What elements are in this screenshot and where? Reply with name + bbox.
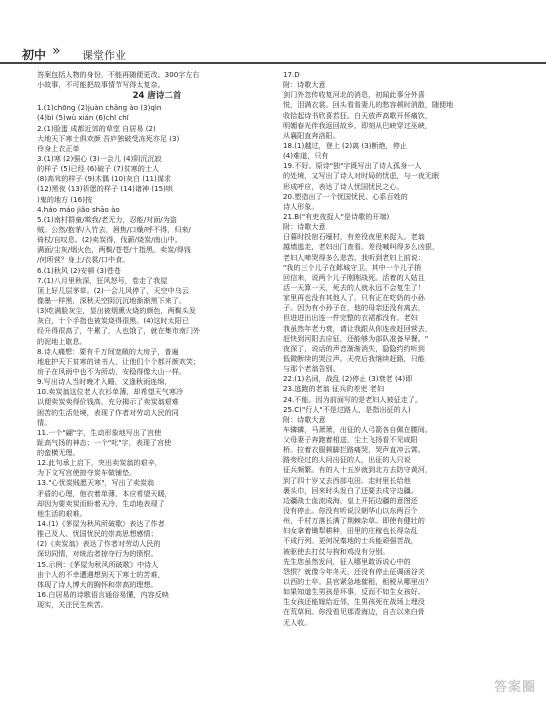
answer-line: 无人收。 [283,617,312,627]
answer-line: 8.诗人痛想：要有千万间宽敞的大房子，普遍 [37,346,179,356]
answer-line: 附：诗歌大意 [283,414,326,424]
left-column [37,70,277,610]
answer-line: 伶身上衣正单 [37,143,80,153]
answer-line: 13."心忧炭贱愿天寒"，写出了卖炭翁 [37,478,155,488]
answer-line: 如果知道生男孩是坏事，反而不如生女孩好。 [283,587,425,597]
answer-line: 的样子 (5)已经 (6)破子 (7)贫寒的士人 [37,164,160,174]
answer-line: 越墙逃走，老妇出门查看。差役喊叫得多么凶狠， [283,242,440,252]
answer-line: 裹头巾，回来时头发白了还要去戍守边疆。 [283,485,418,495]
answer-line: 与那个老翁告别。 [283,364,340,374]
answer-line: 满面/尘灰/烟火色，两鬓/苍苍/十指黑。卖炭/得钱 [37,245,191,255]
answer-line: 贼。公然/抱茅/入竹去，唇焦/口燥/呼不得，归来/ [37,224,191,234]
right-column [283,70,523,628]
answer-line: 情。 [37,417,52,427]
answer-line: 趾高气扬的神态；一个"叱"字，表现了宫使 [37,437,172,447]
answer-line: (3)吃满脸灰尘，显出被烟熏火烧的颜色，两鬓头发 [37,306,197,316]
answer-line: 困苦的生活处境，表现了作者对劳动人民的同 [37,407,179,417]
answer-line: 车辚辚，马萧萧，出征的人弓箭各自佩在腰间。 [283,424,432,434]
intro-line: 小故事，不可能把故事情节写得太复杂。 [37,80,165,90]
answer-line: (12)黑夜 (13)祈愿的样子 (14)诸神 (15)哄 [37,184,173,194]
answer-line: 以便卖炭卖得价钱高，充分揭示了卖炭翁艰难 [37,397,179,407]
answer-line: 边疆战士血流成海，皇上开拓边疆的意图还 [283,495,418,505]
answer-line: 到了四十岁又去西部屯田。走时里长给他 [283,475,411,485]
answer-line: 赶快到河阳去应征，还能够为部队准备早餐。" [283,333,429,343]
answer-line: 收拾起诗书欣喜若狂。白天放声高歌开怀痛饮， [283,110,432,120]
answer-line: 大地天下寒士俱欢颜 吾庐独破受冻死亦足 (3) [37,133,180,143]
answer-line: (4)bì (5)wù xián (6)chī chī [37,113,129,123]
answer-line: 州，千村万落长满了荆棘杂草。即使有健壮的 [283,516,425,526]
answer-line: 房子在风雨中也不为所动，安稳得像大山一样。 [37,366,186,376]
intro-line: 答案包括人物的身份，不能再随便更改。300字左右 [37,70,200,79]
answer-line: 悦，泪满衣裳。回头看看妻儿的愁容顿时消散，随便地 [283,100,454,110]
answer-line: 的蛮横无理。 [37,448,80,458]
answer-line: 桥。拉着衣服顿脚拦路痛哭，哭声直冲云霄。 [283,445,425,455]
header-title: 课堂作业 [82,49,126,62]
answer-line: 却因为要卖炭而盼着天冷，生动地表现了 [37,498,165,508]
answer-line: 附：诗歌大意 [283,222,326,232]
page-header [0,0,546,64]
answer-line: 6.(1)秋风 (2)安顿 (3)苍苍 [37,265,121,275]
section-title: 24 唐诗二首 [132,91,182,102]
answer-line: 18.(1)越过，登上 (2)离 (3)断绝，停止 [283,140,407,150]
answer-line: 推己及人、忧国忧民的崇高思想感情； [37,529,158,539]
answer-line: )鬼的地方 (16)按 [37,194,93,204]
answer-line: 体现了诗人博大的胸怀和崇高的理想。 [37,579,158,589]
answer-line: 9.写出诗人当时晚才入睡，又逢秋雨连绵， [37,377,172,387]
answer-line: 路旁经过的人问出征的人，出征的人只说 [283,455,411,465]
answer-line: 16.白居易的诗歌语言通俗易懂，内容反映 [37,590,169,600]
answer-line: 先生您虽然发问，征人哪里敢诉说心中的 [283,556,411,566]
answer-line: 的处境，又写出了诗人对时局的忧虑，与一夜无眠 [283,171,440,181]
answer-line: 父母妻子奔跑着相送，尘土飞扬看不见咸阳 [283,435,418,445]
answer-line: 日暮时投宿石壕村，有差役夜里来捉人。老翁 [283,232,425,242]
answer-line: (4)难道，只有 [283,151,329,161]
answer-line: 从襄阳直奔洛阳。 [283,130,340,140]
answer-line: 附：诗歌大意 [283,80,326,90]
answer-line: 17.D [283,70,300,79]
answer-line: 23.逃跑的老翁 征兵的差吏 老妇 [283,384,384,394]
answer-line: 像墨一样黑，深秋天空阴沉沉地渐渐黑下来了。 [37,295,186,305]
answer-line: 生女孩还能嫁给近邻，生男孩死在战场上埋没 [283,597,425,607]
answer-line: 14.(1)《茅屋为秋风所破歌》表达了作者 [37,519,165,529]
answer-line: 2.(1)脸蛋 成都近郊的草堂 自居易 (2) [37,123,156,133]
section-label: 初中 [22,48,47,62]
answer-line: (2)《卖炭翁》表达了作者对劳动人民的 [37,539,161,549]
answer-line: 顶上好几层茅草。(2)一会儿风停了，天空中乌云 [37,285,189,295]
answer-line: 24.不能。因为前面写的是老妇人被征走了。 [283,394,422,404]
answer-line: 在荒草间。你没看见那青海边，自古以来白骨 [283,607,425,617]
answer-line: 15.示例：《茅屋为秋风所破歌》中诗人 [37,559,159,569]
answer-line: 没有停止。你没有听说汉朝华山以东两百个 [283,506,418,516]
answer-line: 他生活的艰难。 [37,508,87,518]
answer-line: 10.卖炭翁这位老人衣衫单薄，却希望天气寒冷 [37,387,184,397]
answer-line: 5.(1)南村群童/欺我/老无力，忍能/对面/为盗 [37,214,177,224]
answer-line: 夜深了，说话的声音渐渐消失，隐隐约约听到 [283,343,425,353]
answer-line: 矛盾的心理，他衣着单薄，本应希望天暖， [37,488,172,498]
answer-line: 12.此句承上启下，突出卖炭翁的艰辛， [37,458,162,468]
answer-line: 的泥地上歇息。 [37,336,87,346]
answer-line: 活一天算一天，死去的人就永远不会复生了！ [283,282,425,292]
left-answer-list [37,103,277,610]
answer-line: 由个人的不幸遭遇想到天下寒士的苦难， [37,569,165,579]
answer-line: 3.(1)寒 (2)强心 (3)一会儿 (4)阴沉沉寂 [37,153,162,163]
answer-line: (8)高耸的样子 (9)木偶 (10)灰白 (11)谋求 [37,174,172,184]
watermark-logo: 答案圈 [493,680,536,695]
answer-line: 不成行列。更何况秦地的士兵能顽强苦战， [283,536,418,546]
answer-line: 明媚春光伴我返回故乡。即刻从巴峡穿过巫峡， [283,120,432,130]
answer-line: 经升得很高了，牛累了，人也饿了，就在集市南门外 [37,326,201,336]
answer-line: 灰白，十个手指也被炭烧得很黑。(4)这时太阳已 [37,316,189,326]
answer-line: 现实，关注民生疾苦。 [37,600,108,610]
answer-line: 地庇护天下贫寒的读书人，让他们个个都开颜欢笑； [37,356,201,366]
answer-line: 20.塑造出了一个忧国忧民、心系百姓的 [283,191,408,201]
answer-line: 怨恨？就像今年冬天，还没有停止征调函谷关 [283,566,425,576]
answer-line: 征兵频繁。有的人十五岁就到北方去防守黄河， [283,465,432,475]
answer-line: 妇女拿着锄犁耕种，田里的庄稼也长得杂乱 [283,526,418,536]
answer-line: 诗人形象。 [283,201,319,211]
answer-line: 被驱使去打仗与狗和鸡没有分别。 [283,546,390,556]
right-answer-list [283,70,523,628]
answer-line: 老妇人啼哭得多么悲苦。我听到老妇上前说： [283,252,425,262]
answer-line: 以西的士卒。县官紧急地催租，租税从哪里出？ [283,577,432,587]
answer-line: "我的三个儿子在邺城守卫。其中一个儿子捎 [283,262,422,272]
answer-line: 11.一个"翩"字，生动形象地写出了宫使 [37,427,162,437]
answer-line: 19.不好。原诗"独"字既写出了诗人孤身一人 [283,161,422,171]
answer-line: 家里再也没有其他人了，只有正在吃奶的小孙 [283,293,425,303]
answer-line: 剑门外忽传收复河北的消息，初闻此事分外喜 [283,90,425,100]
answer-line: 形成呼应，表达了诗人忧国忧民之心。 [283,181,404,191]
answer-line: 低微断续的哭泣声。天亮后我继续赶路，只能 [283,353,425,363]
answer-line: 21.B("有吏夜捉人"是诗歌的开端) [283,211,390,221]
answer-line: 4.háo máo jiǎo shāo ào [37,204,120,214]
answer-line: 22.(1)名词，战乱 (2)停止 (3)衰老 (4)即 [283,374,413,384]
chevron-icon: » [52,43,61,59]
answer-line: 1.(1)chōng (2)juàn chǎng ào (3)qìn [37,103,162,113]
answer-line: 7.(1)八月里秋深，狂风怒号，卷走了我屋 [37,275,168,285]
answer-line: 但进进出出连一件完整的衣裙都没有。老妇 [283,313,418,323]
answer-line: 子。因为有小孙子在，他的母亲还没有离去， [283,303,425,313]
answer-line: 我虽然年老力衰，请让我跟从你连夜赶回营去， [283,323,432,333]
answer-line: 深切同情，对统治者掠夺行为的愤恨。 [37,549,158,559]
answer-line: 倚杖/自叹息。(2)卖炭得，伐薪/烧炭/南山中。 [37,235,182,245]
answer-line: /何所营？身上/衣裳/口中食。 [37,255,130,265]
answer-line: 为下文写宫使掠夺炭车做铺垫。 [37,468,137,478]
answer-line: 回信来，说两个儿子刚刚战死。活着的人姑且 [283,272,425,282]
answer-line: 25.C("行人"不是过路人，是指出征的人) [283,404,411,414]
